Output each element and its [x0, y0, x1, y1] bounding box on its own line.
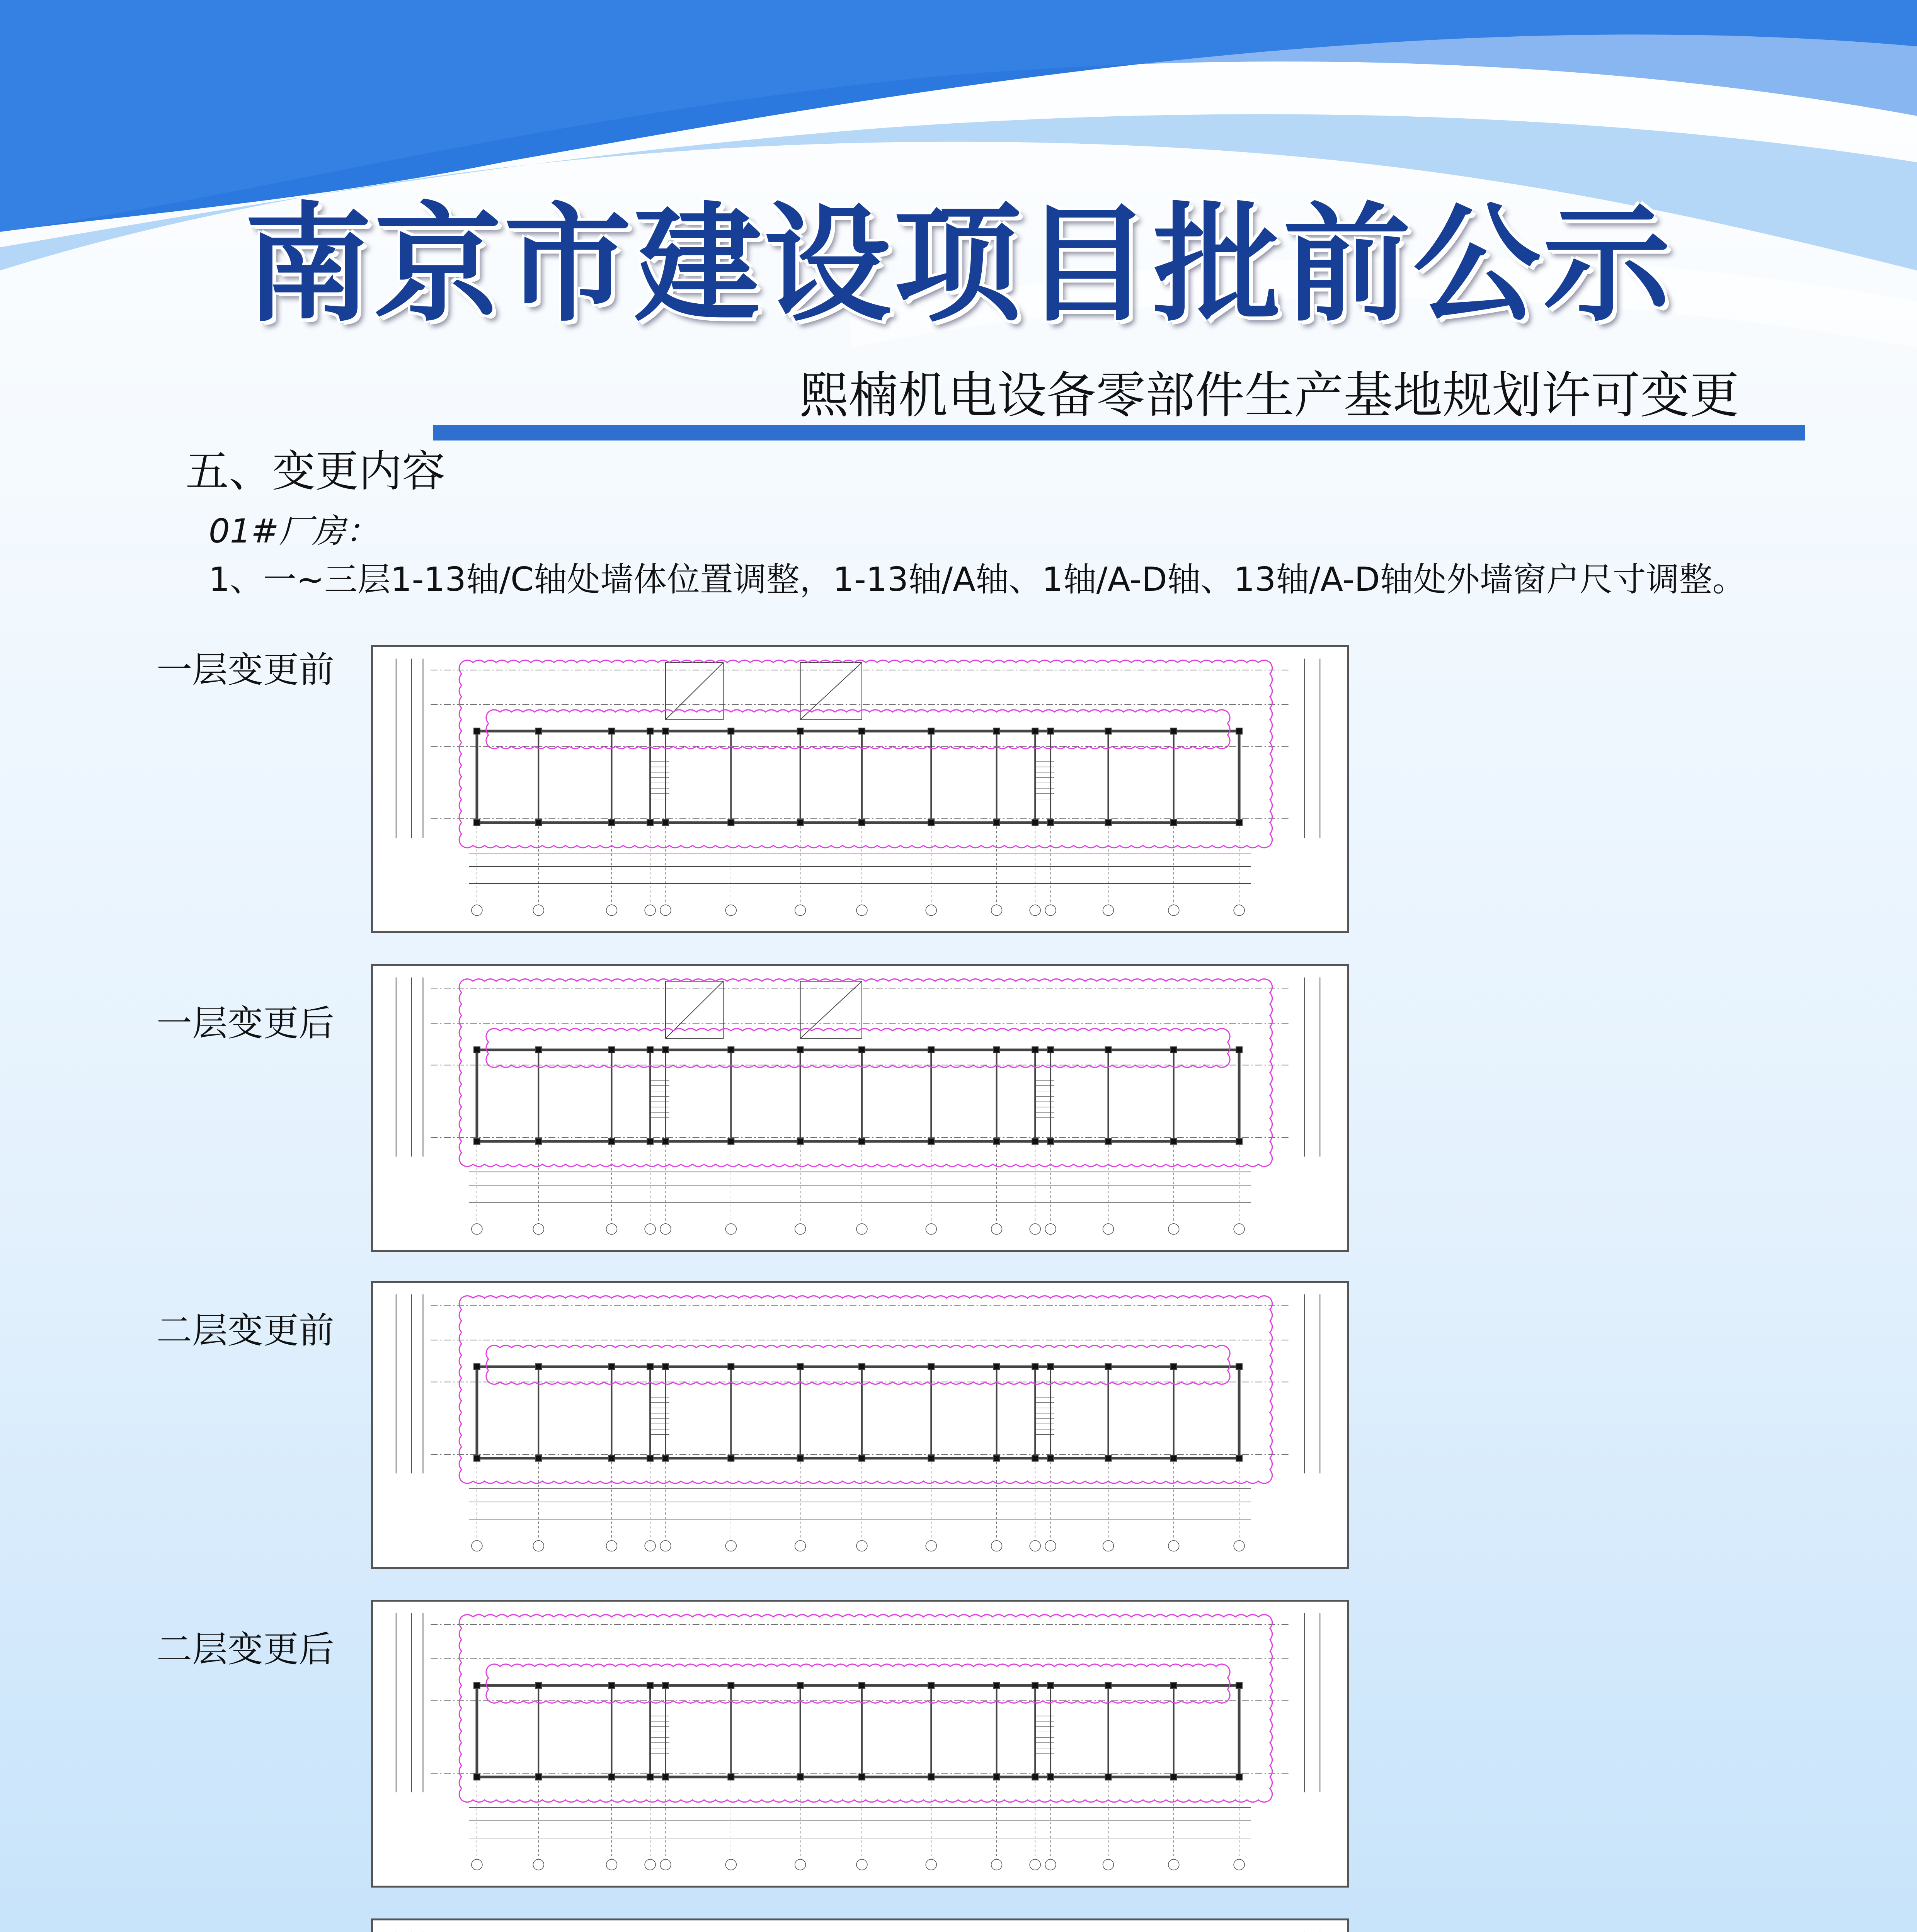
- building-label: 01#厂房：: [209, 512, 379, 551]
- floor-plan-2f-after: [371, 1600, 1349, 1888]
- drawing-label-2f-before: 二层变更前: [157, 1310, 335, 1351]
- floor-plan-lines: [396, 1294, 1320, 1551]
- floor-plan-lines: [396, 1613, 1320, 1870]
- floor-plan-lines: [396, 978, 1320, 1235]
- floor-plan-1f-after: [371, 964, 1349, 1252]
- revision-cloud-inner: [486, 1345, 1230, 1384]
- floor-plan-1f-before: [371, 645, 1349, 933]
- revision-cloud-inner: [486, 1664, 1230, 1703]
- project-subtitle: 熙楠机电设备零部件生产基地规划许可变更: [799, 367, 1739, 424]
- drawing-label-1f-before: 一层变更前: [157, 649, 335, 690]
- revision-cloud: [459, 979, 1272, 1167]
- floor-plan-2f-before: [371, 1281, 1349, 1569]
- floor-plan-3f-before: [371, 1918, 1349, 1932]
- revision-cloud: [459, 1615, 1272, 1802]
- drawing-label-2f-after: 二层变更后: [157, 1629, 335, 1670]
- revision-cloud-inner: [486, 1029, 1230, 1068]
- page-title: 南京市建设项目批前公示: [244, 189, 1673, 339]
- revision-cloud: [459, 660, 1272, 848]
- change-description: 1、一~三层1-13轴/C轴处墙体位置调整，1-13轴/A轴、1轴/A-D轴、13轴/A-D轴处外墙窗户尺寸调整。: [209, 560, 1746, 599]
- drawing-label-1f-after: 一层变更后: [157, 1003, 335, 1044]
- revision-cloud-inner: [486, 710, 1230, 749]
- subtitle-underline: [433, 425, 1805, 440]
- floor-plan-lines: [396, 659, 1320, 916]
- section-heading: 五、变更内容: [186, 446, 445, 497]
- revision-cloud: [459, 1296, 1272, 1483]
